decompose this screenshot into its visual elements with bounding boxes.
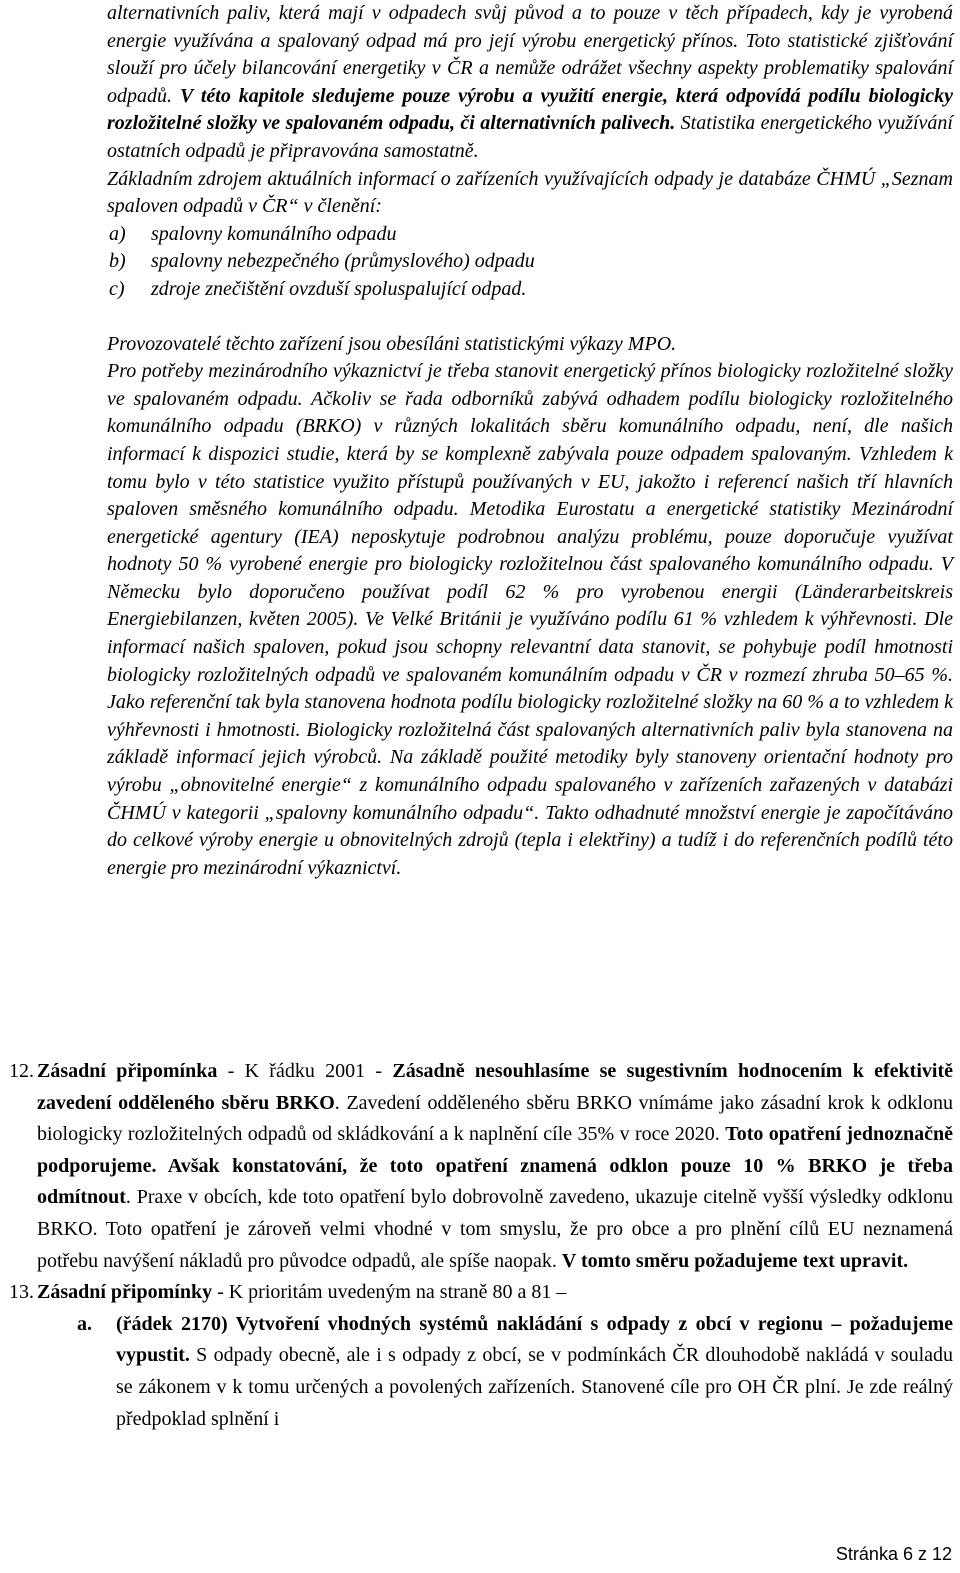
item-number: 13.	[9, 1281, 34, 1304]
quote-paragraph-3: Provozovatelé těchto zařízení jsou obesíláni statistickými výkazy MPO.	[107, 332, 677, 355]
quote-paragraph-4: Pro potřeby mezinárodního výkaznictví je třeba stanovit energetický přínos biologicky rozložitelné složky ve spalovaném odpadu. Ačkoliv se řada odborníků zabývá odhadem podílu biologicky rozložitelného komunálního odpadu (BRKO) v různých lokalitách sběru komunálního odpadu, není, dle našich informací k dispozici studie, která by se komplexně zabývala pouze odpadem spalovaným. Vzhledem k tomu bylo v této statistice využito přístupů používaných v EU, jakožto i referencí našich tří hlavních spaloven směsného komunálního odpadu. Metodika Eurostatu a energetické statistiky Mezinárodní energetické agentury (IEA) neposkytuje podrobnou analýzu problému, pouze doporučuje využívat hodnoty 50 % vyrobené energie pro biologicky rozložitelnou část spalovaného komunálního odpadu. V Německu bylo doporučeno používat podíl 62 % pro vyrobenou energii (Länderarbeitskreis Energiebilanzen, květen 2005). Ve Velké Británii je využíváno podílu 61 % vzhledem k výhřevnosti. Dle informací našich spaloven, pokud jsou schopny relevantní data stanovit, se pohybuje podíl hmotnosti biologicky rozložitelných odpadů ve spalovaném komunálním odpadu v ČR v rozmezí zhruba 50–65 %. Jako referenční tak byla stanovena hodnota podílu biologicky rozložitelné složky na 60 % a to vzhledem k výhřevnosti i hmotnosti. Biologicky rozložitelná část spalovaných alternativních paliv byla stanovena na základě informací jejich výrobců. Na základě použité metodiky byly stanoveny orientační hodnoty pro výrobu „obnovitelné energie“ z komunálního odpadu spalovaného v zařízeních zařazených v databázi ČHMÚ v kategorii „spalovny komunálního odpadu“. Takto odhadnuté množství energie je započítáváno do celkové výroby energie u obnovitelných zdrojů (tepla i elektřiny) a tudíž i do referenčních podílů této energie pro mezinárodní výkaznictví.	[107, 360, 953, 879]
list-item: b) spalovny nebezpečného (průmyslového) odpadu	[109, 250, 535, 273]
sub-item-a: a. (řádek 2170) Vytvoření vhodných systémů nakládání s odpady z obcí v regionu – požadujeme vypustit. S odpady obecně, ale i s odpady z obcí, se v podmínkách ČR dlouhodobě nakládá v souladu se zákonem v k tomu určených a povolených zařízeních. Stanovené cíle pro OH ČR plní. Je zde reálný předpoklad splnění i	[0, 1309, 953, 1435]
quote-paragraph-2: Základním zdrojem aktuálních informací o zařízeních využívajících odpady je databáze ČHMÚ „Seznam spaloven odpadů v ČR“ v členění:	[107, 167, 953, 218]
quote-paragraph-1	[107, 0, 953, 166]
item-number: 12.	[9, 1060, 34, 1082]
quote-text: Statistika energetického využívání ostatních odpadů je připravována samostatně.	[107, 112, 953, 162]
category-list	[107, 221, 953, 304]
comment-item-12: 12. Zásadní připomínka - K řádku 2001 - Zásadně nesouhlasíme se sugestivním hodnocením k efektivitě zavedení odděleného sběru BRKO. Zavedení odděleného sběru BRKO vnímáme jako zásadní krok k odklonu biologicky rozložitelných odpadů od skládkování a k naplnění cíle 35% v roce 2020. Toto opatření jednoznačně podporujeme. Avšak konstatování, že toto opatření znamená odklon pouze 10 % BRKO je třeba odmítnout. Praxe v obcích, kde toto opatření bylo dobrovolně zavedeno, ukazuje citelně vyšší výsledky odklonu BRKO. Toto opatření je zároveň velmi vhodné v tom smyslu, že pro obce a pro plnění cílů EU neznamená potřebu navýšení nákladů pro původce odpadů, ale spíše naopak. V tomto směru požadujeme text upravit.	[0, 1056, 953, 1277]
sub-item-letter: a.	[77, 1312, 92, 1335]
comment-item-13: 13. Zásadní připomínky - K prioritám uvedeným na straně 80 a 81 – a. (řádek 2170) Vytvoření vhodných systémů nakládání s odpady z obcí v regionu – požadujeme vypustit. S odpady obecně, ale i s odpady z obcí, se v podmínkách ČR dlouhodobě nakládá v souladu se zákonem v k tomu určených a povolených zařízeních. Stanovené cíle pro OH ČR plní. Je zde reálný předpoklad splnění i	[0, 1277, 953, 1435]
quote-text: alternativních paliv, která mají v odpadech svůj původ a to pouze v těch případech, kdy je vyrobená energie využívána a spalovaný odpad má pro její výrobu energetický přínos. Toto statistické zjišťování slouží pro účely bilancování energetiky v ČR a nemůže odrážet všechny aspekty problematiky spalování odpadů.	[107, 2, 953, 107]
page-number: Stránka 6 z 12	[835, 1544, 952, 1564]
quoted-text-block	[107, 0, 953, 882]
quote-bold-text: V této kapitole sledujeme pouze výrobu a využití energie, která odpovídá podílu biologicky rozložitelné složky ve spalovaném odpadu, či alternativních palivech.	[107, 84, 954, 135]
list-item: a) spalovny komunálního odpadu	[109, 222, 397, 245]
spacer	[107, 304, 953, 331]
list-item: c) zdroje znečištění ovzduší spoluspalující odpad.	[109, 277, 527, 300]
comments-list	[0, 1056, 953, 1435]
